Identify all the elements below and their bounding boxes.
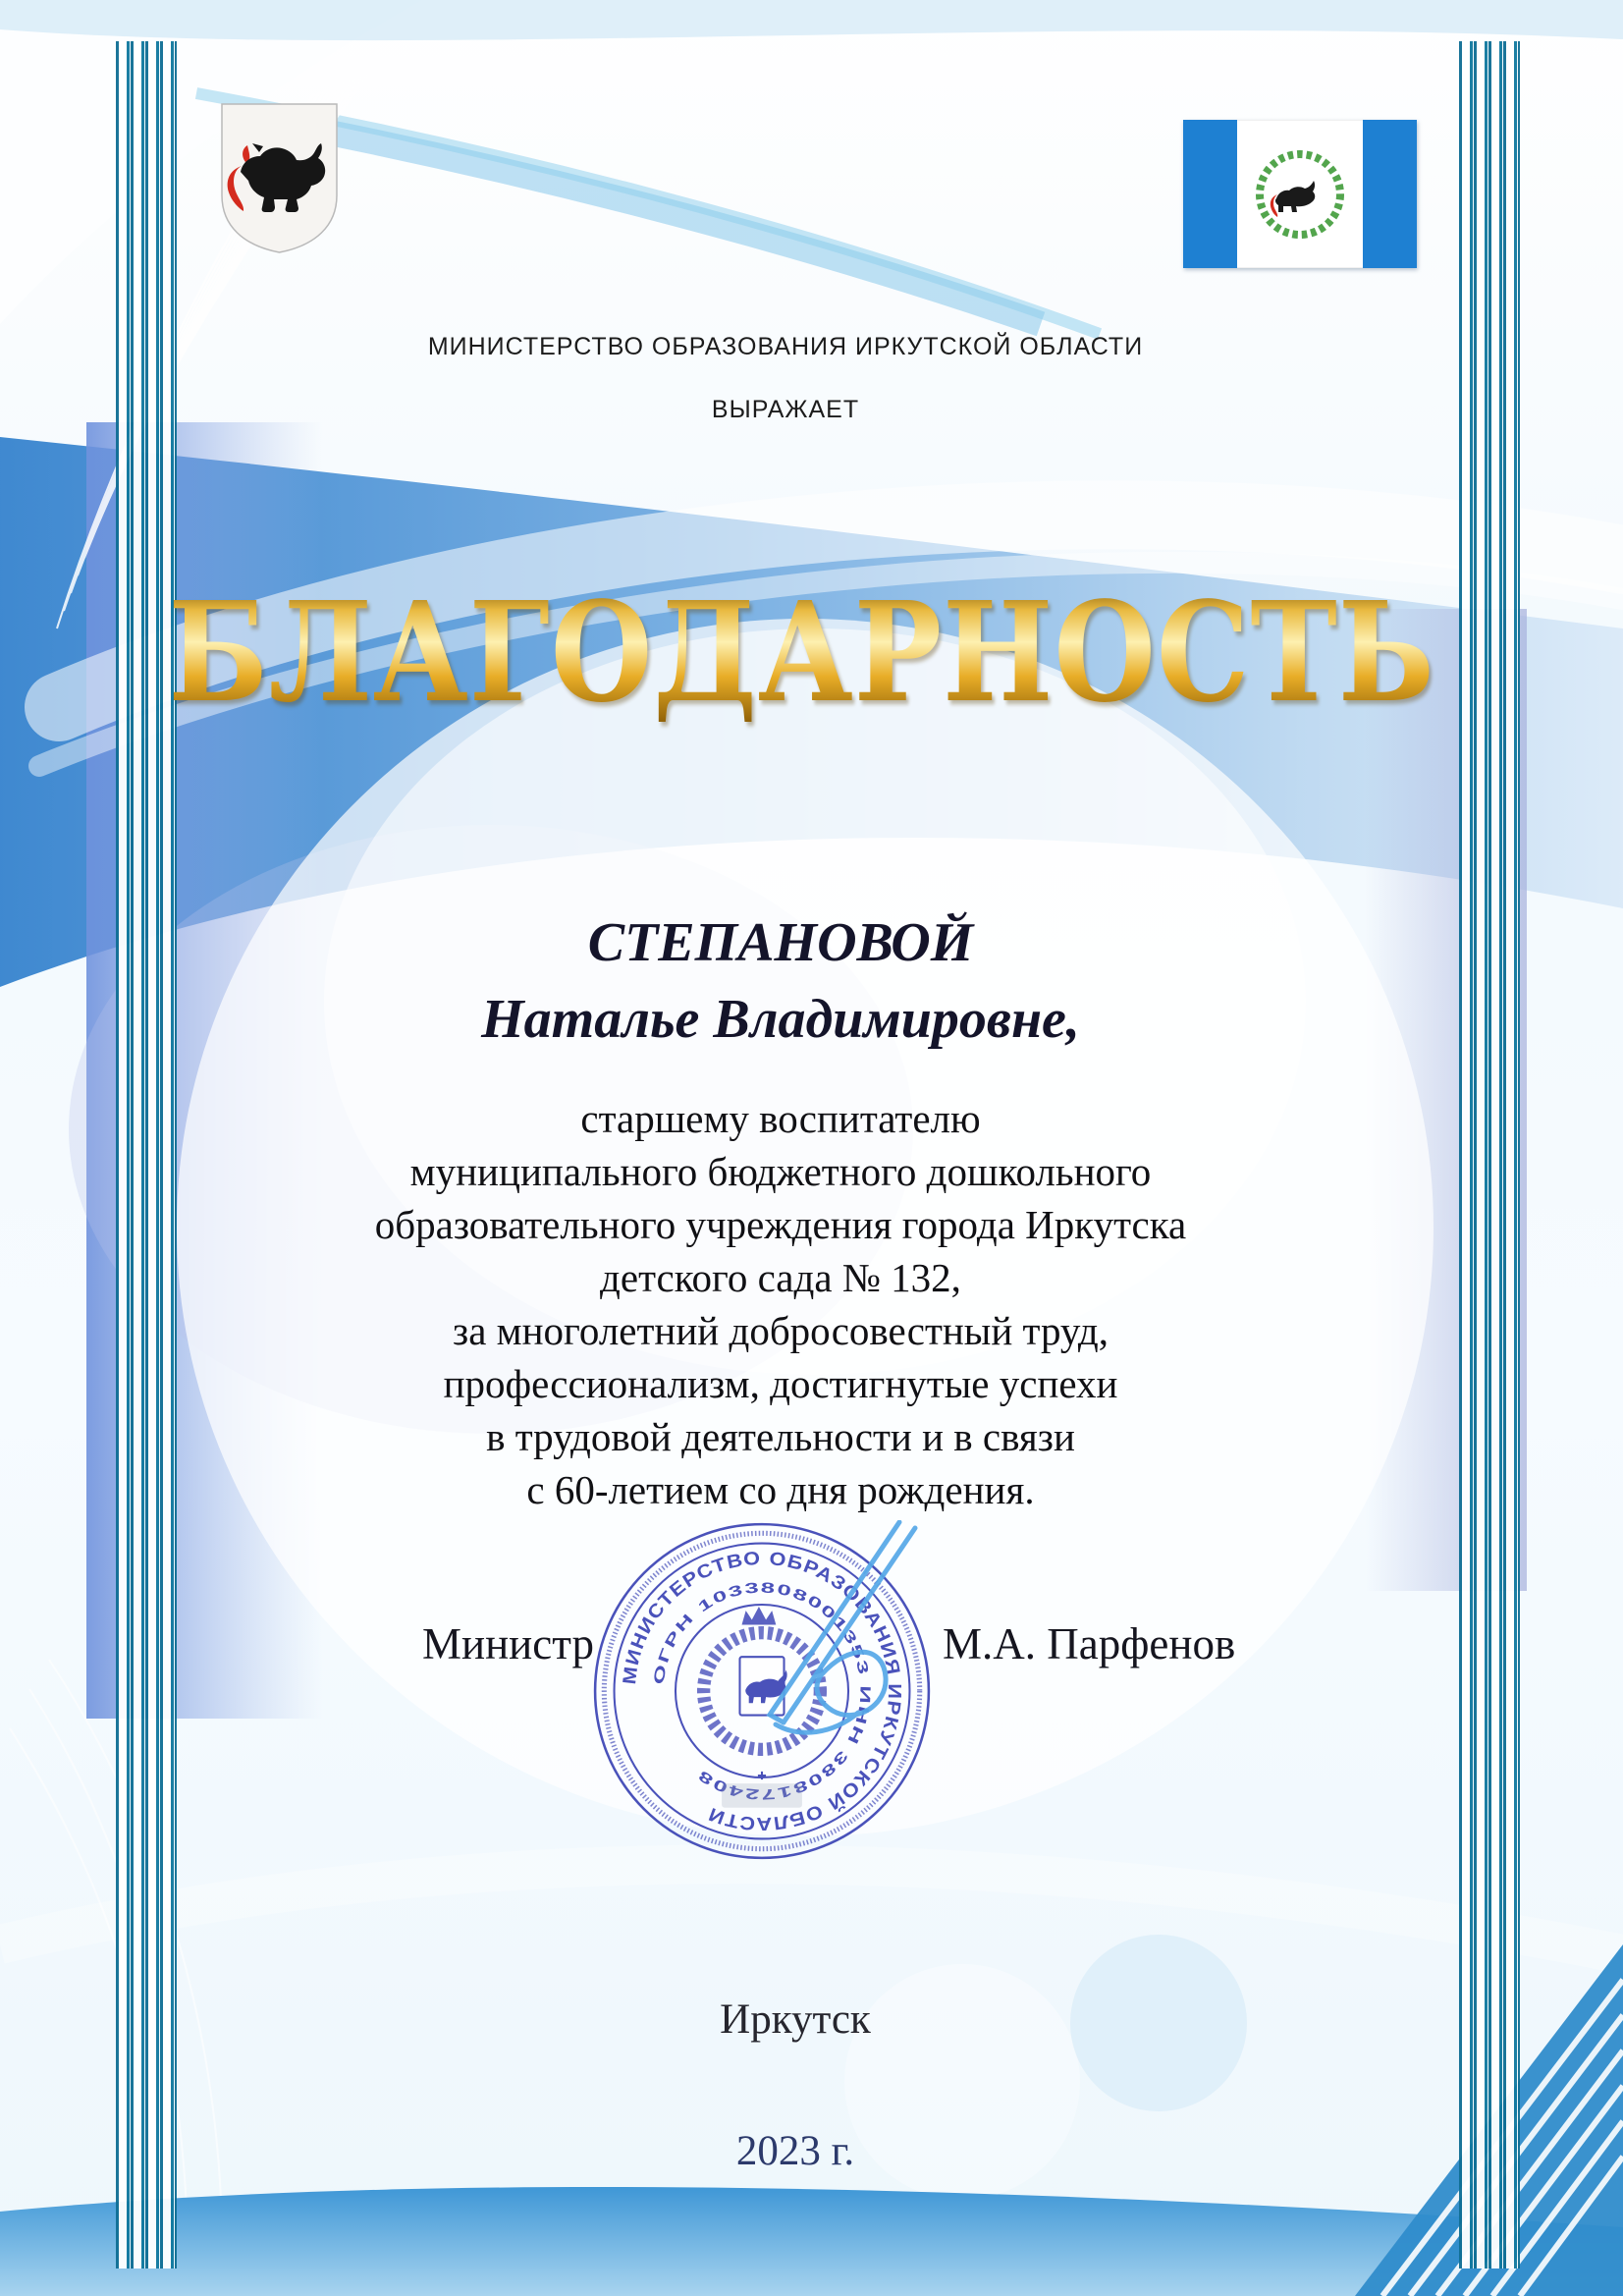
citation-line: в трудовой деятельности и в связи (486, 1414, 1075, 1459)
year-label: 2023 г. (735, 2128, 855, 2174)
minister-name: М.А. Парфенов (943, 1619, 1236, 1668)
recipient-name-patronymic: Наталье Владимировне, (481, 989, 1080, 1050)
citation-line: за многолетний добросовестный труд, (453, 1308, 1109, 1353)
citation-line: детского сада № 132, (600, 1255, 961, 1300)
irkutsk-oblast-flag-icon (1183, 120, 1417, 268)
expresses-label: ВЫРАЖАЕТ (711, 396, 860, 423)
ministry-name: МИНИСТЕРСТВО ОБРАЗОВАНИЯ ИРКУТСКОЙ ОБЛАСТИ (427, 333, 1144, 360)
city-label: Иркутск (720, 1996, 871, 2043)
irkutsk-coat-of-arms-icon (218, 101, 341, 256)
recipient-surname: СТЕПАНОВОЙ (587, 912, 974, 973)
seal-registration-numbers: ОГРН 1033808001353 ИНН 3808172408 (651, 1580, 873, 1802)
citation-text (0, 1092, 1561, 1516)
signature-autograph (628, 1520, 1100, 1854)
citation-line: муниципального бюджетного дошкольного (409, 1149, 1152, 1194)
citation-line: старшему воспитателю (580, 1096, 981, 1141)
citation-line: с 60-летием со дня рождения. (526, 1467, 1035, 1512)
citation-line: образовательного учреждения города Иркутска (374, 1202, 1187, 1247)
seal-ring-text: МИНИСТЕРСТВО ОБРАЗОВАНИЯ ИРКУТСКОЙ ОБЛАСТИ (619, 1548, 905, 1834)
certificate-title: БЛАГОДАРНОСТЬ (112, 581, 1491, 726)
minister-role-label: Министр (422, 1619, 594, 1668)
citation-line: профессионализм, достигнутые успехи (443, 1361, 1118, 1406)
